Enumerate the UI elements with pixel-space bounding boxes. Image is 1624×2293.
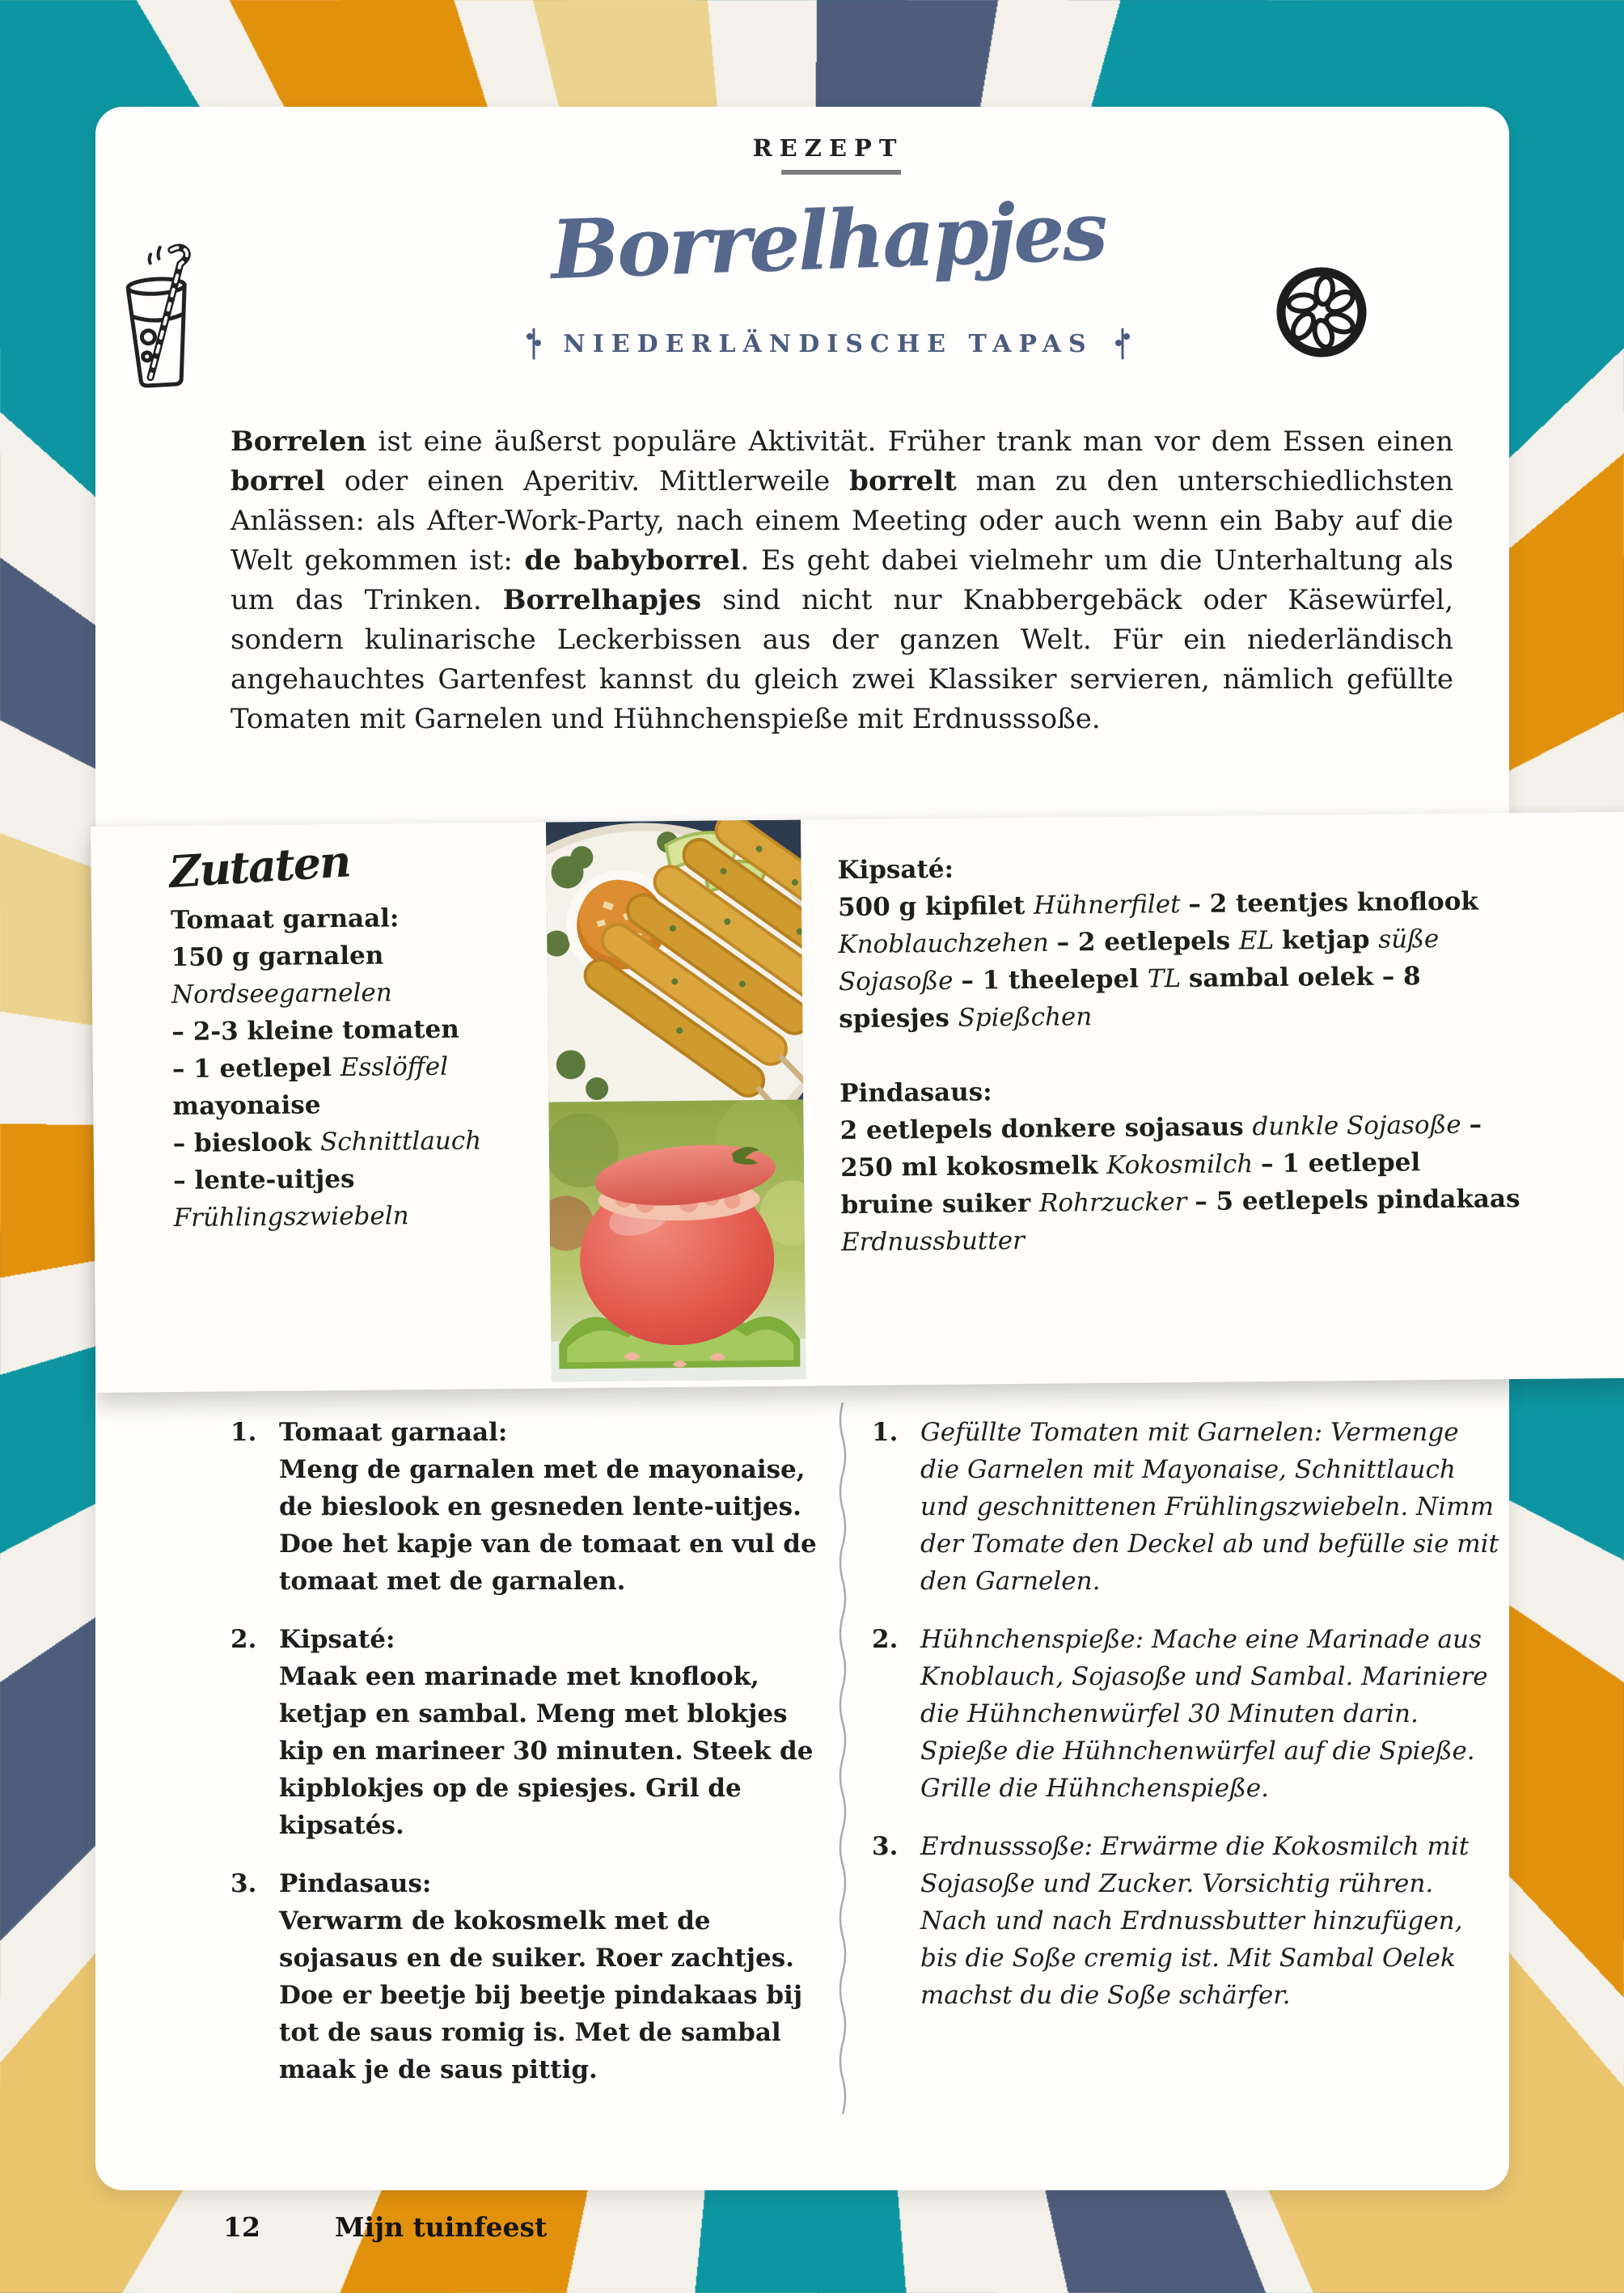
step-text: Erdnusssoße: Erwärme die Kokosmilch mit Sojasoße und Zucker. Vorsichtig rühren. Nach und nach Erdnussbutter hinzufügen, bis die Soße cremig ist. Mit Sambal Oelek machst du die Soße schärfer. xyxy=(920,1832,1470,2010)
ingredient-entry: 500 g kipfilet Hühnerfilet – 2 teentjes knoflook Knoblauchzehen – 2 eetlepels EL ketjap süße Sojasoße – 1 theelepel TL sambal oelek – 8 spiesjes Spießchen xyxy=(837,886,1479,1034)
step-text: Meng de garnalen met de mayonaise, de bieslook en gesneden lente-uitjes. Doe het kapje van de tomaat en vul de tomaat met de garnalen. xyxy=(279,1455,817,1596)
ingredient-group-title: Kipsaté: xyxy=(837,854,954,886)
ingredient-group-kipsate xyxy=(837,845,1520,1038)
step-german-2 xyxy=(872,1621,1503,1807)
step-dutch-1 xyxy=(230,1414,819,1600)
ingredient-group-title: Tomaat garnaal: xyxy=(170,903,400,936)
step-text: Maak een marinade met knoflook, ketjap en sambal. Meng met blokjes kip en marineer 30 minuten. Steek de kipblokjes op de spiesjes. Gril de kipsatés. xyxy=(279,1662,814,1840)
step-text: Hühnchenspieße: Mache eine Marinade aus Knoblauch, Sojasoße und Sambal. Mariniere die Hühnchenwürfel 30 Minuten darin. Spieße die Hühnchenwürfel auf die Spieße. Grille die Hühnchenspieße. xyxy=(920,1625,1488,1803)
step-title: Tomaat garnaal: xyxy=(279,1418,508,1447)
step-title: Kipsaté: xyxy=(279,1625,395,1654)
ingredient-entry: 2 eetlepels donkere sojasaus dunkle Sojasoße – 250 ml kokosmelk Kokosmilch – 1 eetlepel bruine suiker Rohrzucker – 5 eetlepels pindakaas Erdnussbutter xyxy=(839,1110,1520,1258)
step-text: Verwarm de kokosmelk met de sojasaus en de suiker. Roer zachtjes. Doe er beetje bij beetje pindakaas bij tot de saus romig is. Met de sambal maak je de saus pittig. xyxy=(279,1906,803,2084)
step-text: Gefüllte Tomaten mit Garnelen: Vermenge die Garnelen mit Mayonaise, Schnittlauch und geschnittenen Frühlingszwiebeln. Nimm der Tomate den Deckel ab und befülle sie mit den Garnelen. xyxy=(920,1418,1499,1596)
ingredient-entry: – 1 eetlepel Esslöffel mayonaise xyxy=(171,1051,449,1122)
footer-book-title: Mijn tuinfeest xyxy=(335,2211,548,2243)
step-number: 2. xyxy=(872,1625,899,1654)
step-number: 1. xyxy=(872,1418,899,1447)
column-divider-wave xyxy=(836,1402,849,2114)
sprig-left-icon xyxy=(526,327,542,361)
ingredient-entry: 150 g garnalen Nordseegarnelen xyxy=(171,941,392,1010)
step-number: 3. xyxy=(230,1869,257,1898)
step-title: Pindasaus: xyxy=(279,1869,432,1898)
step-number: 2. xyxy=(230,1625,257,1654)
section-kicker: REZEPT xyxy=(752,134,904,162)
step-german-3 xyxy=(872,1828,1503,2014)
satay-photo xyxy=(546,820,803,1102)
instructions-dutch xyxy=(230,1414,819,2109)
stuffed-tomato-photo xyxy=(548,1100,806,1382)
footer-page-number: 12 xyxy=(223,2211,260,2243)
ingredient-entry: – bieslook Schnittlauch xyxy=(172,1126,482,1159)
drink-glass-icon xyxy=(118,241,199,390)
step-dutch-2 xyxy=(230,1621,819,1844)
recipe-title: Borrelhapjes xyxy=(549,183,1107,298)
ingredient-group-pindasaus xyxy=(839,1068,1522,1261)
sprig-right-icon xyxy=(1114,327,1131,361)
step-number: 1. xyxy=(230,1418,257,1447)
ingredients-column-kipsate-pindasaus xyxy=(837,845,1522,1298)
instructions-german xyxy=(872,1414,1503,2035)
step-dutch-3 xyxy=(230,1865,819,2088)
kicker-underline xyxy=(781,170,901,175)
step-german-1 xyxy=(872,1414,1503,1600)
citrus-slice-icon xyxy=(1275,264,1368,361)
ingredient-group-title: Pindasaus: xyxy=(839,1077,992,1109)
intro-paragraph: Borrelen ist eine äußerst populäre Aktivität. Früher trank man vor dem Essen einen borrel oder einen Aperitiv. Mittlerweile borrelt man zu den unterschiedlichsten Anlässen: als After-Work-Party, nach einem Meeting oder auch wenn ein Baby auf die Welt gekommen ist: de babyborrel. Es geht dabei vielmehr um die Unterhaltung als um das Trinken. Borrelhapjes sind nicht nur Knabbergebäck oder Käsewürfel, sondern kulinarische Leckerbissen aus der ganzen Welt. Für ein niederländisch angehauchtes Gartenfest kannst du gleich zwei Klassiker servieren, nämlich gefüllte Tomaten mit Garnelen und Hühnchenspieße mit Erdnusssoße. xyxy=(230,425,1454,735)
recipe-photos xyxy=(546,820,806,1382)
step-number: 3. xyxy=(872,1832,899,1861)
ingredient-panel xyxy=(91,811,1624,1393)
ingredient-entry: – 2-3 kleine tomaten xyxy=(171,1014,459,1047)
ingredient-entry: – lente-uitjes Frühlingszwiebeln xyxy=(173,1164,409,1233)
ingredients-column-tomaat xyxy=(167,835,544,1237)
recipe-subtitle-label: NIEDERLÄNDISCHE TAPAS xyxy=(563,329,1093,358)
ingredients-heading: Zutaten xyxy=(167,835,352,899)
